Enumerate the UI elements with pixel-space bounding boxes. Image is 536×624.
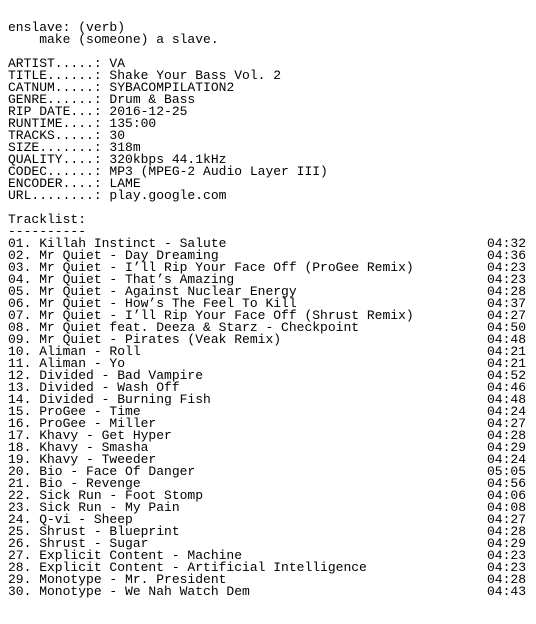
track-duration: 04:29 [487,536,527,551]
info-value: 135:00 [109,116,157,131]
definition-headword: enslave: (verb) [8,20,126,35]
track-duration: 04:24 [487,452,527,467]
track-duration: 04:29 [487,440,527,455]
track-title: 19. Khavy - Tweeder [8,452,157,467]
track-duration: 04:43 [487,584,527,599]
track-title: 04. Mr Quiet - That’s Amazing [8,272,235,287]
info-value: 318m [109,140,141,155]
track-duration: 04:28 [487,572,527,587]
track-title: 06. Mr Quiet - How’s The Feel To Kill [8,296,297,311]
track-duration: 04:21 [487,344,527,359]
track-title: 24. Q-vi - Sheep [8,512,133,527]
track-duration: 04:50 [487,320,527,335]
track-title: 05. Mr Quiet - Against Nuclear Energy [8,284,297,299]
track-duration: 04:32 [487,236,527,251]
info-label: QUALITY....: [8,152,110,167]
track-title: 18. Khavy - Smasha [8,440,149,455]
track-duration: 04:37 [487,296,527,311]
track-title: 10. Aliman - Roll [8,344,141,359]
info-value: Shake Your Bass Vol. 2 [109,68,282,83]
track-duration: 04:46 [487,380,527,395]
tracklist [8,238,536,598]
info-label: RIP DATE...: [8,104,110,119]
track-title: 03. Mr Quiet - I’ll Rip Your Face Off (ProGee Remix) [8,260,414,275]
info-value: 30 [109,128,126,143]
track-title: 14. Divided - Burning Fish [8,392,211,407]
info-value: play.google.com [109,188,227,203]
track-title: 02. Mr Quiet - Day Dreaming [8,248,219,263]
info-label: CODEC......: [8,164,110,179]
track-duration: 04:23 [487,560,527,575]
track-duration: 04:24 [487,404,527,419]
info-value: 2016-12-25 [109,104,188,119]
info-label: GENRE......: [8,92,110,107]
info-label: RUNTIME....: [8,116,110,131]
track-title: 07. Mr Quiet - I’ll Rip Your Face Off (Shrust Remix) [8,308,414,323]
track-title: 13. Divided - Wash Off [8,380,180,395]
track-title: 26. Shrust - Sugar [8,536,149,551]
info-label: TITLE......: [8,68,110,83]
track-duration: 04:08 [487,500,527,515]
info-label: URL........: [8,188,110,203]
track-title: 15. ProGee - Time [8,404,141,419]
track-title: 30. Monotype - We Nah Watch Dem [8,584,250,599]
track-duration: 04:56 [487,476,527,491]
info-label: TRACKS.....: [8,128,110,143]
track-title: 17. Khavy - Get Hyper [8,428,172,443]
info-value: SYBACOMPILATION2 [109,80,235,95]
track-title: 25. Shrust - Blueprint [8,524,180,539]
track-title: 20. Bio - Face Of Danger [8,464,196,479]
track-duration: 04:23 [487,548,527,563]
info-label: ARTIST.....: [8,56,110,71]
track-duration: 04:27 [487,512,527,527]
track-duration: 04:48 [487,332,527,347]
track-title: 08. Mr Quiet feat. Deeza & Starz - Checkpoint [8,320,360,335]
info-label: SIZE.......: [8,140,110,155]
track-duration: 04:52 [487,368,527,383]
track-title: 28. Explicit Content - Artificial Intelligence [8,560,367,575]
info-label: ENCODER....: [8,176,110,191]
track-duration: 04:28 [487,284,527,299]
definition-text: make (someone) a slave. [8,32,219,47]
info-value: VA [109,56,126,71]
track-title: 27. Explicit Content - Machine [8,548,243,563]
track-duration: 04:28 [487,428,527,443]
info-value: 320kbps 44.1kHz [109,152,227,167]
info-value: LAME [109,176,141,191]
track-duration: 04:27 [487,416,527,431]
spacer [8,202,536,214]
track-duration: 04:48 [487,392,527,407]
info-row [8,190,536,202]
track-duration: 04:23 [487,272,527,287]
track-title: 16. ProGee - Miller [8,416,157,431]
track-title: 09. Mr Quiet - Pirates (Veak Remix) [8,332,282,347]
track-title: 21. Bio - Revenge [8,476,141,491]
track-title: 12. Divided - Bad Vampire [8,368,204,383]
release-info [8,58,536,202]
track-title: 22. Sick Run - Foot Stomp [8,488,204,503]
track-title: 11. Aliman - Yo [8,356,126,371]
tracklist-heading: Tracklist: [8,212,87,227]
track-duration: 04:21 [487,356,527,371]
info-label: CATNUM.....: [8,80,110,95]
track-duration: 05:05 [487,464,527,479]
track-title: 29. Monotype - Mr. President [8,572,227,587]
track-title: 23. Sick Run - My Pain [8,500,180,515]
track-duration: 04:06 [487,488,527,503]
tracklist-underline: ---------- [8,224,87,239]
track-duration: 04:36 [487,248,527,263]
info-value: Drum & Bass [109,92,196,107]
info-value: MP3 (MPEG-2 Audio Layer III) [109,164,328,179]
track-title: 01. Killah Instinct - Salute [8,236,227,251]
track-duration: 04:28 [487,524,527,539]
track-duration: 04:23 [487,260,527,275]
track-row [8,586,528,598]
track-duration: 04:27 [487,308,527,323]
